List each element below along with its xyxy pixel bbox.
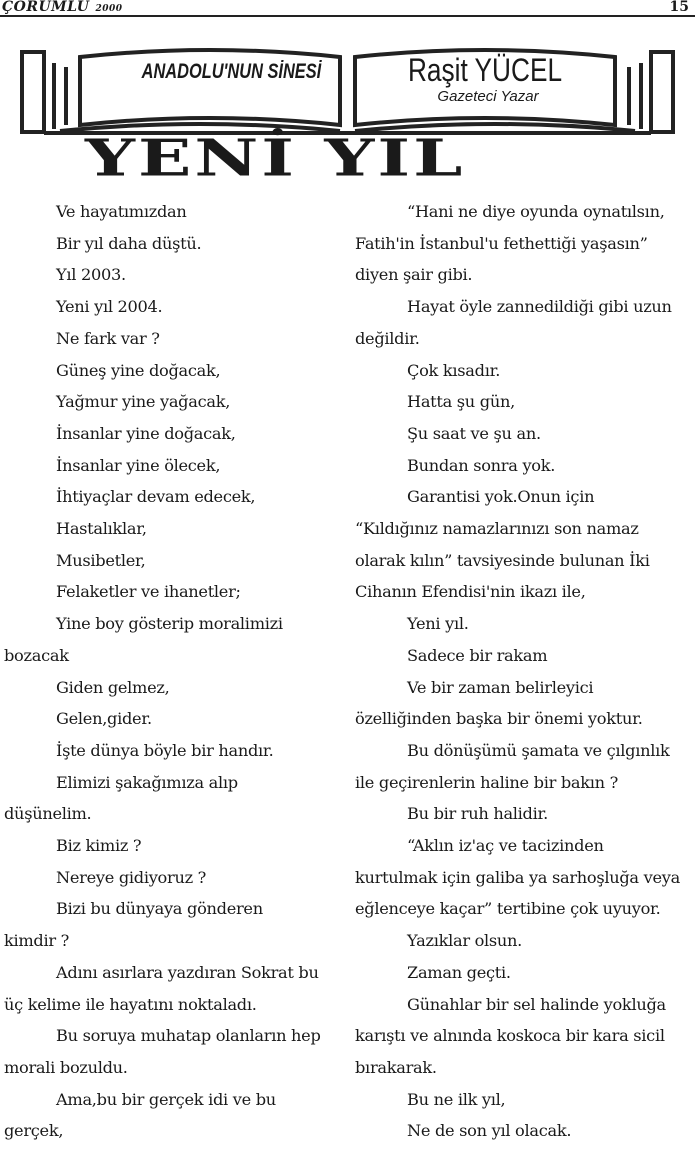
magazine-name [2, 0, 123, 15]
text-line: Giden gelmez, [56, 677, 170, 697]
text-line: Zaman geçti. [407, 962, 511, 982]
right-text-column [355, 196, 691, 1147]
text-line: Yine boy gösterip moralimizi [56, 614, 283, 634]
text-line: Biz kimiz ? [56, 836, 142, 856]
text-line: ile geçirenlerin haline bir bakın ? [355, 772, 619, 792]
text-line: Bundan sonra yok. [407, 455, 556, 475]
text-line: Bizi bu dünyaya gönderen [56, 899, 263, 919]
text-line: Nereye gidiyoruz ? [56, 867, 207, 887]
text-line: kurtulmak için galiba ya sarhoşluğa veya [355, 867, 680, 887]
text-line: Felaketler ve ihanetler; [56, 582, 241, 602]
text-line: Garantisi yok.Onun için [407, 487, 595, 507]
text-line: Yazıklar olsun. [407, 931, 523, 951]
text-line: morali bozuldu. [4, 1057, 128, 1077]
text-line: karıştı ve alnında koskoca bir kara sicil [355, 1026, 665, 1046]
text-line: İşte dünya böyle bir handır. [56, 740, 274, 760]
column-title: ANADOLU'NUN SİNESİ [141, 60, 322, 83]
text-line: Hastalıklar, [56, 519, 147, 539]
text-line: Hayat öyle zannedildiği gibi uzun [407, 297, 672, 317]
text-line: Yıl 2003. [56, 265, 126, 285]
text-line: Ne fark var ? [56, 328, 160, 348]
text-line: Yeni yıl. [407, 614, 469, 634]
text-line: “Aklın iz'aç ve tacizinden [407, 836, 604, 856]
text-line: Bu bir ruh halidir. [407, 804, 548, 824]
headline: YENİ YIL [85, 128, 466, 188]
text-line: Bir yıl daha düştü. [56, 233, 202, 253]
text-line: bırakarak. [355, 1057, 437, 1077]
text-line: Şu saat ve şu an. [407, 423, 541, 443]
text-line: “Kıldığınız namazlarınızı son namaz [355, 519, 639, 539]
text-line: olarak kılın” tavsiyesinde bulunan İki [355, 550, 650, 570]
text-line: değildir. [355, 328, 420, 348]
left-text-column [4, 196, 336, 1147]
magazine-year: 2000 [95, 4, 123, 14]
text-line: gerçek, [4, 1121, 64, 1141]
text-line: bozacak [4, 645, 69, 665]
text-line: Fatih'in İstanbul'u fethettiği yaşasın” [355, 233, 648, 253]
page-header [0, 0, 695, 20]
text-line: Sadece bir rakam [407, 645, 548, 665]
text-line: Hatta şu gün, [407, 392, 515, 412]
text-line: üç kelime ile hayatını noktaladı. [4, 994, 257, 1014]
text-line: Elimizi şakağımıza alıp [56, 772, 238, 792]
text-line: eğlenceye kaçar” tertibine çok uyuyor. [355, 899, 661, 919]
text-line: diyen şair gibi. [355, 265, 473, 285]
text-line: Yeni yıl 2004. [56, 297, 163, 317]
text-line: düşünelim. [4, 804, 92, 824]
text-line: Ne de son yıl olacak. [407, 1121, 572, 1141]
text-line: Adını asırlara yazdıran Sokrat bu [56, 962, 319, 982]
text-line: Ve hayatımızdan [56, 202, 187, 221]
text-line: Bu ne ilk yıl, [407, 1089, 506, 1109]
text-line: “Hani ne diye oyunda oynatılsın, [407, 202, 665, 221]
author-name: Raşit YÜCEL [407, 52, 563, 88]
text-line: Ve bir zaman belirleyici [407, 677, 594, 697]
text-line: İhtiyaçlar devam edecek, [56, 487, 256, 507]
text-line: Musibetler, [56, 550, 146, 570]
text-line: Yağmur yine yağacak, [56, 392, 231, 412]
text-line: Güneş yine doğacak, [56, 360, 221, 380]
text-line: özelliğinden başka bir önemi yoktur. [355, 709, 643, 729]
text-line: Bu dönüşümü şamata ve çılgınlık [407, 740, 670, 760]
text-line: Günahlar bir sel halinde yokluğa [407, 994, 666, 1014]
text-line: Çok kısadır. [407, 360, 501, 380]
text-line: Ama,bu bir gerçek idi ve bu [56, 1089, 276, 1109]
page-number: 15 [669, 0, 689, 15]
author-role: Gazeteci Yazar [437, 88, 539, 105]
text-line: Gelen,gider. [56, 709, 152, 729]
text-line: İnsanlar yine ölecek, [56, 455, 221, 475]
text-line: Cihanın Efendisi'nin ikazı ile, [355, 582, 586, 602]
text-line: İnsanlar yine doğacak, [56, 423, 236, 443]
magazine-title: ÇORUMLU [2, 0, 90, 15]
text-line: kimdir ? [4, 931, 70, 951]
header-rule [0, 15, 695, 17]
text-line: Bu soruya muhatap olanların hep [56, 1026, 321, 1046]
